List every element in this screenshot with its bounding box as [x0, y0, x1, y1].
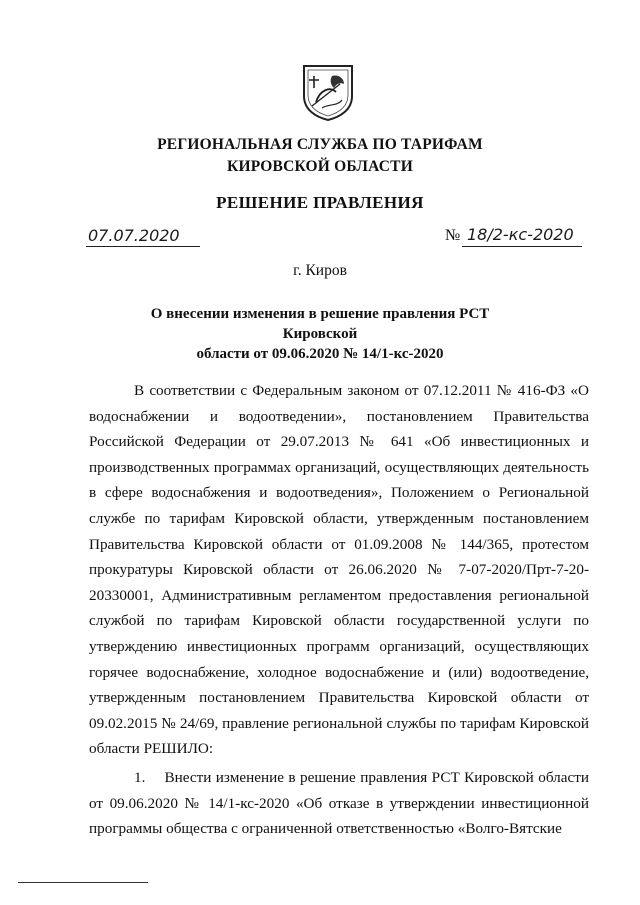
item-text: Внести изменение в решение правления РСТ Кировской области от 09.06.2020 № 14/1-кс-2020 «Об отказе в утверждении инвестиционной программы общества с ограниченной ответственностью «Волго-Вятские — [89, 769, 590, 838]
document-date: 07.07.2020 — [88, 226, 180, 245]
document-number-label: № — [445, 227, 461, 244]
number-underline — [462, 246, 582, 247]
subject-line2: области от 09.06.2020 № 14/1-кс-2020 — [196, 346, 444, 362]
organization-name-line1: РЕГИОНАЛЬНАЯ СЛУЖБА ПО ТАРИФАМ — [157, 136, 483, 153]
date-underline — [86, 246, 200, 247]
document-type-title: РЕШЕНИЕ ПРАВЛЕНИЯ — [216, 193, 424, 212]
organization-name-line2: КИРОВСКОЙ ОБЛАСТИ — [227, 158, 413, 175]
decision-item-1 — [89, 765, 589, 842]
document-number: 18/2-кс-2020 — [467, 225, 574, 244]
city: г. Киров — [293, 262, 347, 279]
document-subject — [120, 304, 520, 364]
footnote-separator — [18, 882, 148, 883]
coat-of-arms-icon — [300, 62, 356, 122]
subject-line1: О внесении изменения в решение правления РСТ Кировской — [150, 306, 490, 342]
item-number: 1. — [134, 769, 146, 786]
preamble-paragraph: В соответствии с Федеральным законом от 07.12.2011 № 416-ФЗ «О водоснабжении и водоотведении», постановлением Правительства Российской Федерации от 29.07.2013 № 641 «Об инвестиционных и производственных программах организаций, осуществляющих деятельность в сфере водоснабжения и водоотведения», Положением о Региональной службе по тарифам Кировской области, утвержденным постановлением Правительства Кировской области от 01.09.2008 № 144/365, протестом прокуратуры Кировской области от 26.06.2020 № 7-07-2020/Прт-7-20-20330001, Административным регламентом предоставления региональной службой по тарифам Кировской области государственной услуги по утверждению инвестиционных программ организаций, осуществляющих горячее водоснабжение, холодное водоснабжение и (или) водоотведение, утвержденным постановлением Правительства Кировской области от 09.02.2015 № 24/69, правление региональной службы по тарифам Кировской области РЕШИЛО: — [89, 382, 589, 758]
